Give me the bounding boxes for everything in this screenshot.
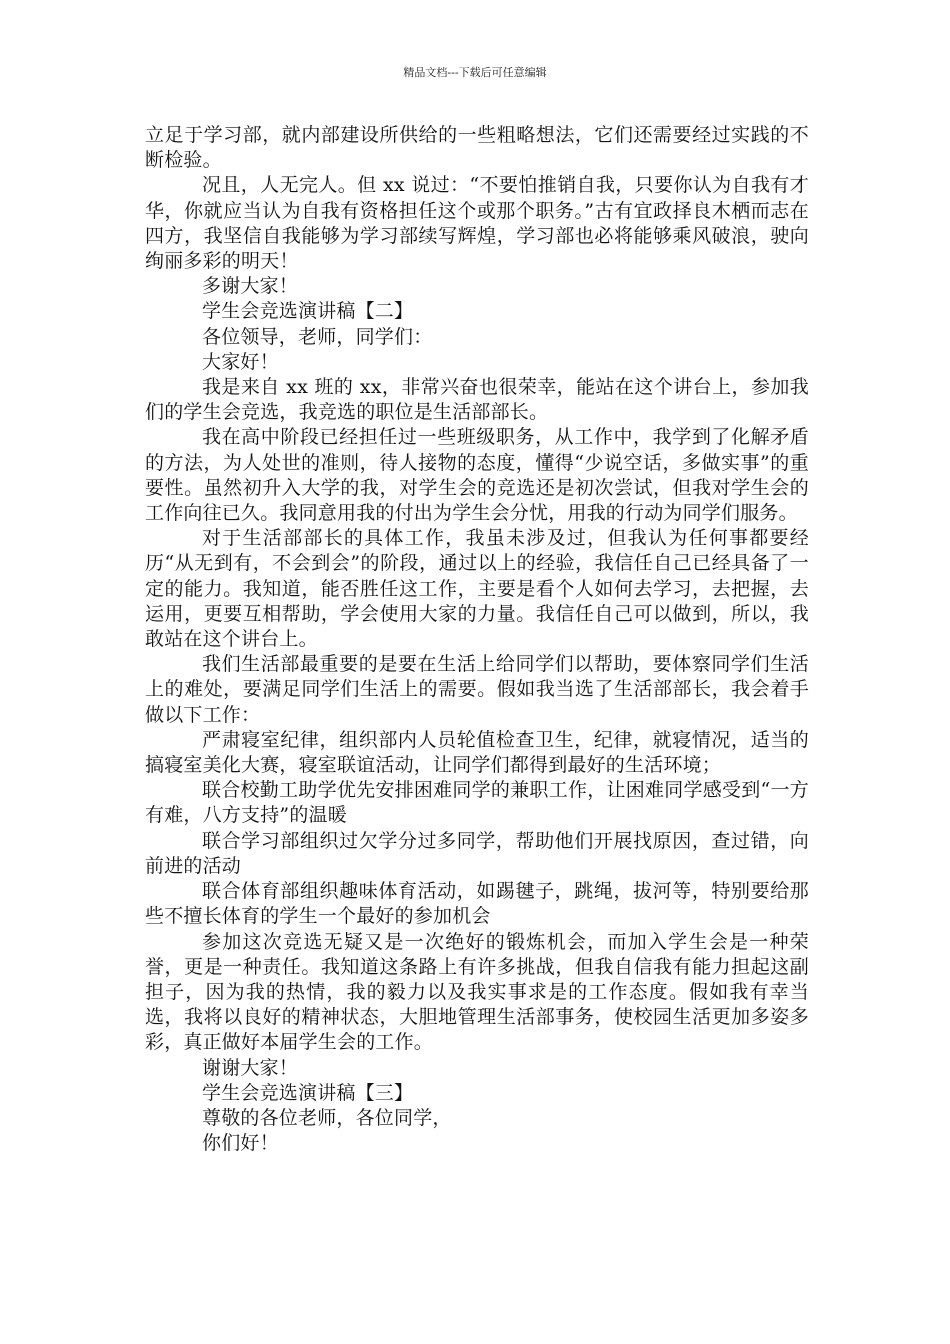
paragraph-introduction: 我是来自 xx 班的 xx，非常兴奋也很荣幸，能站在这个讲台上，参加我们的学生会竞选，我竞选的职位是生活部部长。: [145, 376, 809, 424]
page-header: 精品文档---下载后可任意编辑: [403, 66, 547, 79]
salutation: 各位领导，老师，同学们：: [202, 325, 433, 348]
section-title-three: 学生会竞选演讲稿【三】: [202, 1081, 414, 1104]
paragraph-conclusion: 参加这次竞选无疑又是一次绝好的锻炼机会，而加入学生会是一种荣誉，更是一种责任。我知道这条路上有许多挑战，但我自信我有能力担起这副担子，因为我的热情，我的毅力以及我实事求是的工作态度。假如我有幸当选，我将以良好的精神状态，大胆地管理生活部事务，使校园生活更加多姿多彩，真正做好本届学生会的工作。: [145, 930, 809, 1054]
paragraph-closing-argument: 况且，人无完人。但 xx 说过：“不要怕推销自我，只要你认为自我有才华，你就应当认为自我有资格担任这个或那个职务。”古有宜政择良木栖而志在四方，我坚信自我能够为学习部续写辉煌，学习部也必将能够乘风破浪，驶向绚丽多彩的明天！: [145, 174, 809, 273]
paragraph-experience: 我在高中阶段已经担任过一些班级职务，从工作中，我学到了化解矛盾的方法，为人处世的准则，待人接物的态度，懂得“少说空话，多做实事”的重要性。虽然初升入大学的我，对学生会的竞选还是初次尝试，但我对学生会的工作向往已久。我同意用我的付出为学生会分忧，用我的行动为同学们服务。: [145, 426, 809, 525]
greeting-three: 你们好！: [202, 1132, 279, 1155]
greeting: 大家好！: [202, 350, 279, 373]
plan-item-dormitory: 严肃寝室纪律，组织部内人员轮值检查卫生，纪律，就寝情况，适当的搞寝室美化大赛，寝室联谊活动，让同学们都得到最好的生活环境；: [145, 728, 809, 777]
plan-item-study: 联合学习部组织过欠学分过多同学，帮助他们开展找原因，查过错，向前进的活动: [145, 829, 809, 877]
paragraph-continuation: 立足于学习部，就内部建设所供给的一些粗略想法，它们还需要经过实践的不断检验。: [145, 124, 809, 172]
salutation-three: 尊敬的各位老师，各位同学，: [202, 1106, 452, 1129]
document-body: [145, 123, 809, 1156]
thanks-line: 多谢大家！: [202, 275, 299, 298]
section-title-two: 学生会竞选演讲稿【二】: [202, 300, 414, 323]
thanks-line-two: 谢谢大家！: [202, 1056, 299, 1079]
paragraph-plan-intro: 我们生活部最重要的是要在生活上给同学们以帮助，要体察同学们生活上的难处，要满足同学们生活上的需要。假如我当选了生活部部长，我会着手做以下工作：: [145, 653, 809, 726]
plan-item-sports: 联合体育部组织趣味体育活动，如踢毽子，跳绳，拔河等，特别要给那些不擅长体育的学生一个最好的参加机会: [145, 880, 809, 928]
plan-item-work-study: 联合校勤工助学优先安排困难同学的兼职工作，让困难同学感受到“一方有难，八方支持”的温暖: [145, 779, 809, 827]
paragraph-capability: 对于生活部部长的具体工作，我虽未涉及过，但我认为任何事都要经历“从无到有，不会到会”的阶段，通过以上的经验，我信任自己已经具备了一定的能力。我知道，能否胜任这工作，主要是看个人如何去学习，去把握，去运用，更要互相帮助，学会使用大家的力量。我信任自己可以做到，所以，我敢站在这个讲台上。: [145, 527, 809, 651]
